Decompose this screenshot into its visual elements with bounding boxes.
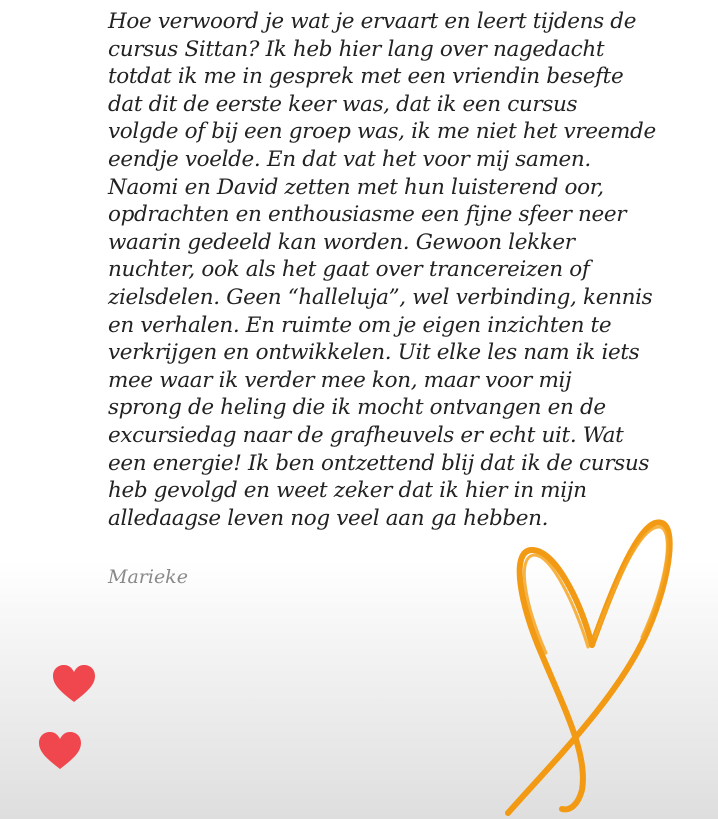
hand-drawn-heart-icon [470, 505, 710, 819]
testimonial-block [108, 8, 698, 532]
heart-icon [52, 664, 96, 704]
testimonial-text: Hoe verwoord je wat je ervaart en leert tijdens de cursus Sittan? Ik heb hier lang over nagedacht totdat ik me in gesprek met een vriendin besefte dat dit de eerste keer was, dat ik een cursus volgde of bij een groep was, ik me niet het vreemde eendje voelde. En dat vat het voor mij samen. Naomi en David zetten met hun luisterend oor, opdrachten en enthousiasme een fijne sfeer neer waarin gedeeld kan worden. Gewoon lekker nuchter, ook als het gaat over trancereizen of zielsdelen. Geen “halleluja”, wel verbinding, kennis en verhalen. En ruimte om je eigen inzichten te verkrijgen en ontwikkelen. Uit elke les nam ik iets mee waar ik verder mee kon, maar voor mij sprong de heling die ik mocht ontvangen en de excursiedag naar de grafheuvels er echt uit. Wat een energie! Ik ben ontzettend blij dat ik de cursus heb gevolgd en weet zeker dat ik hier in mijn alledaagse leven nog veel aan ga hebben. [108, 9, 656, 531]
author-name: Marieke [108, 566, 188, 588]
heart-icon [38, 731, 82, 771]
